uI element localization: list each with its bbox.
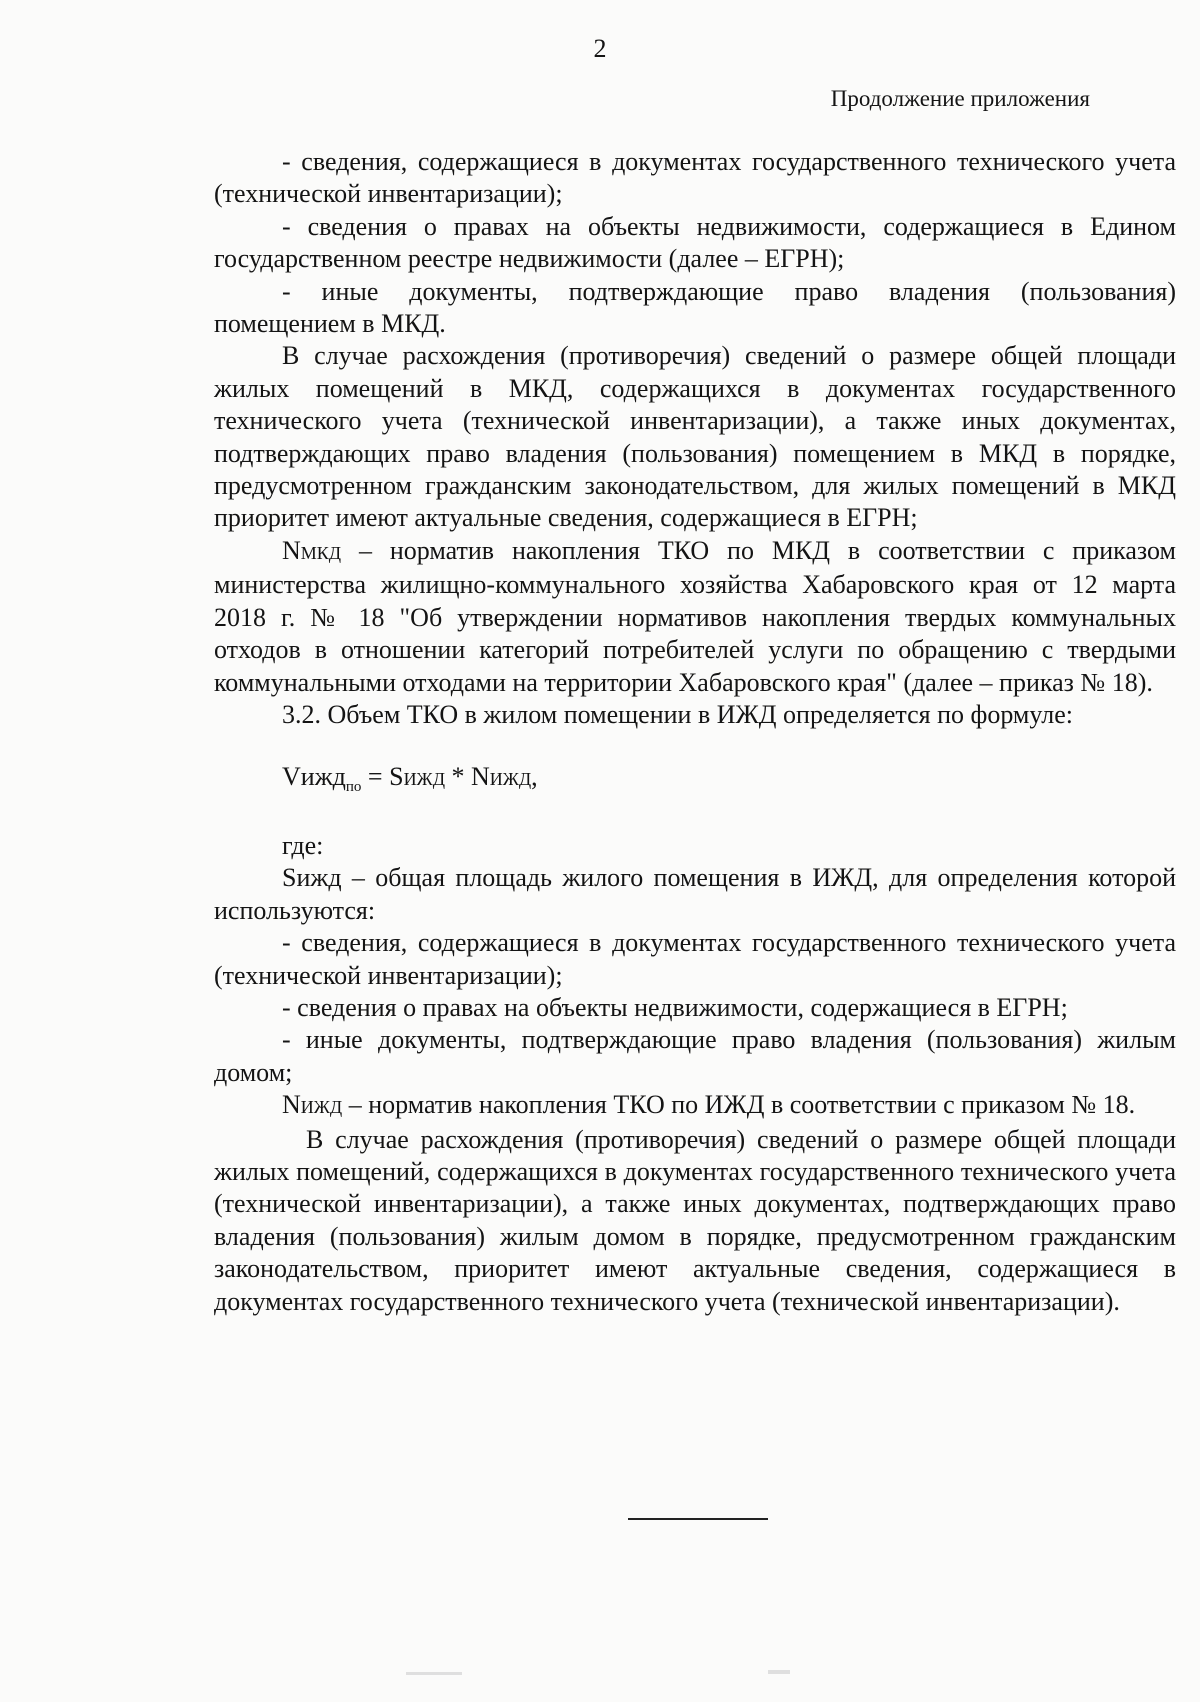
area-definition-izhd: Sижд – общая площадь жилого помещения в ИЖД, для определения которой используются: <box>214 863 1176 925</box>
norm-symbol-mkd: N <box>282 535 301 565</box>
formula-equals: = <box>361 762 390 792</box>
norm-text-mkd: – норматив накопления ТКО по МКД в соответствии с приказом министерства жилищно-коммунального хозяйства Хабаровского края от 12 марта 2018 г. № 18 "Об утверждении нормативов накопления твердых коммунальных отходов в отношении категорий потребителей услуги по обращению с твердыми коммунальными отходами на территории Хабаровского края" (далее – приказ № 18). <box>214 535 1176 697</box>
formula-v-subscript: по <box>345 779 362 796</box>
norm-subscript-mkd: МКД <box>300 542 342 563</box>
section-3-2-heading: 3.2. Объем ТКО в жилом помещении в ИЖД определяется по формуле: <box>282 699 1073 729</box>
volume-formula <box>214 761 1176 804</box>
norm-subscript-izhd: ИЖД <box>300 1097 343 1118</box>
norm-symbol-izhd: N <box>282 1090 301 1120</box>
list-item-other-documents: - иные документы, подтверждающие право владения (пользования) помещением в МКД. <box>214 276 1176 339</box>
appendix-continuation-note: Продолжение приложения <box>830 86 1090 111</box>
list-item-egrn-rights-izhd: - сведения о правах на объекты недвижимости, содержащиеся в ЕГРН; <box>282 992 1068 1022</box>
scan-artifact <box>768 1670 790 1674</box>
list-item-egrn-rights: - сведения о правах на объекты недвижимости, содержащиеся в Едином государственном реестре недвижимости (далее – ЕГРН); <box>214 211 1176 274</box>
formula-s-subscript: ИЖД <box>403 769 445 790</box>
discrepancy-paragraph-izhd: В случае расхождения (противоречия) сведений о размере общей площади жилых помещений, содержащихся в документах государственного технического учета (технической инвентаризации), а также иных документах, подтверждающих право владения (пользования) жилым домом в порядке, предусмотренном гражданским законодательством, приоритет имеют актуальные сведения, содержащиеся в документах государственного технического учета (технической инвентаризации). <box>214 1124 1176 1316</box>
formula-n-symbol: N <box>470 762 490 792</box>
formula-v-symbol: Vижд <box>282 762 346 792</box>
list-item-technical-records: - сведения, содержащиеся в документах государственного технического учета (технической инвентаризации); <box>214 147 1176 209</box>
norm-definition-izhd <box>214 1089 1176 1123</box>
page-number: 2 <box>593 34 607 63</box>
formula-s-symbol: S <box>389 762 404 792</box>
formula-times: * <box>444 762 471 792</box>
end-of-document-rule <box>628 1518 768 1520</box>
scan-artifact <box>406 1672 462 1675</box>
norm-definition-mkd <box>214 535 1176 699</box>
where-label: где: <box>282 830 324 860</box>
document-body <box>214 146 1176 1318</box>
list-item-technical-records-izhd: - сведения, содержащиеся в документах государственного технического учета (технической инвентаризации); <box>214 928 1176 990</box>
list-item-other-documents-izhd: - иные документы, подтверждающие право владения (пользования) жилым домом; <box>214 1025 1176 1087</box>
formula-tail: , <box>531 762 538 792</box>
norm-text-izhd: – норматив накопления ТКО по ИЖД в соответствии с приказом № 18. <box>342 1090 1136 1120</box>
discrepancy-paragraph-mkd: В случае расхождения (противоречия) сведений о размере общей площади жилых помещений в МКД, содержащихся в документах государственного технического учета (технической инвентаризации), а также иных документах, подтверждающих право владения (пользования) помещением в МКД в порядке, предусмотренном гражданским законодательством, для жилых помещений в МКД приоритет имеют актуальные сведения, содержащиеся в ЕГРН; <box>214 341 1176 533</box>
formula-n-subscript: ИЖД <box>489 769 532 790</box>
